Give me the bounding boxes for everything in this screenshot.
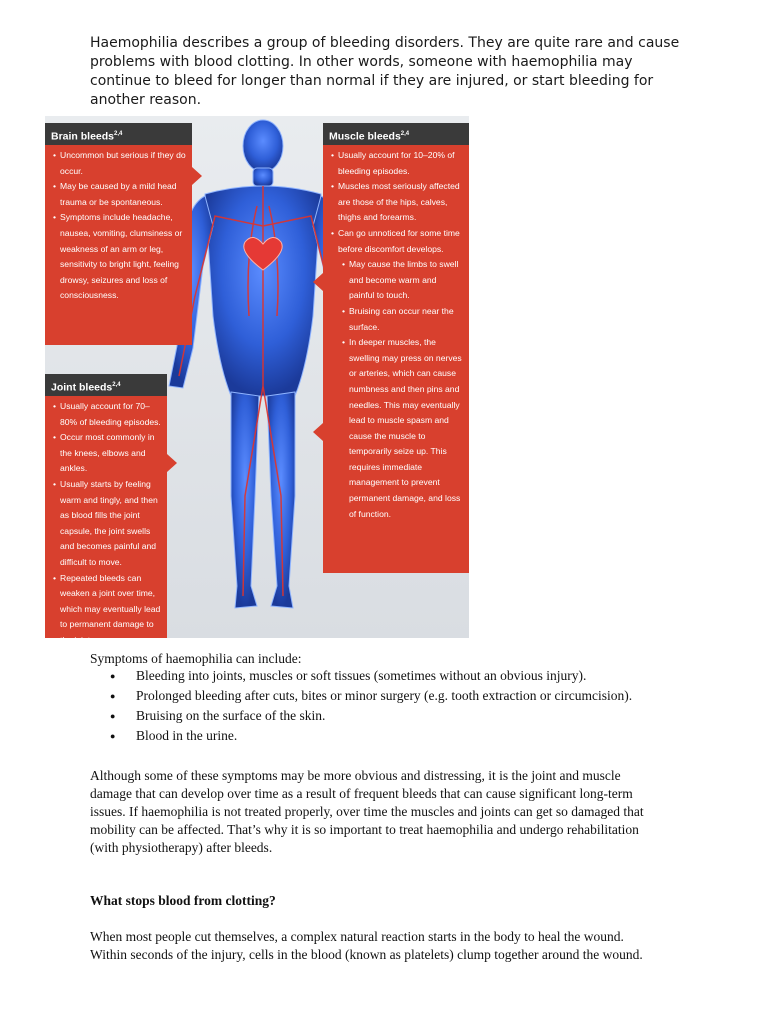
muscle-item: • Usually account for 10–20% of bleeding episodes. (331, 148, 463, 179)
muscle-item: • Muscles most seriously affected are those of the hips, calves, thighs and forearms. (331, 179, 463, 226)
brain-bleeds-title: Brain bleeds$^{2,4}$ (45, 123, 192, 145)
muscle-subitem: • Bruising can occur near the surface. (331, 304, 463, 335)
symptom-item: ● Bruising on the surface of the skin. (110, 707, 650, 725)
damage-paragraph: Although some of these symptoms may be more obvious and distressing, it is the joint and muscle damage that can develop over time as a result of frequent bleeds that can cause significant long-term issues. If haemophilia is not treated properly, over time the muscles and joints can get so damaged that mobility can be affected. That’s why it is so important to treat haemophilia and undergo rehabilitation (with physiotherapy) after bleeds. (90, 768, 644, 855)
joint-item: • Occur most commonly in the knees, elbows and ankles. (53, 430, 161, 477)
brain-item: • May be caused by a mild head trauma or be spontaneous. (53, 179, 186, 210)
clotting-paragraph: When most people cut themselves, a complex natural reaction starts in the body to heal the wound. Within seconds of the injury, cells in the blood (known as platelets) clump together around the wound. (90, 929, 643, 962)
brain-item: • Uncommon but serious if they do occur. (53, 148, 186, 179)
joint-bleeds-title: Joint bleeds$^{2,4}$ (45, 374, 167, 396)
symptom-item: ● Prolonged bleeding after cuts, bites or minor surgery (e.g. tooth extraction or circumcision). (110, 687, 650, 705)
muscle-subitem: • In deeper muscles, the swelling may press on nerves or arteries, which can cause numbness and then pins and needles. This may eventually lead to muscle spasm and cause the muscle to temporarily seize up. This requires immediate management to prevent permanent damage, and loss of function. (331, 335, 463, 522)
symptom-item: ● Blood in the urine. (110, 727, 650, 745)
brain-bleeds-panel (45, 123, 192, 345)
joint-item: • Repeated bleeds can weaken a joint over time, which may eventually lead to permanent damage to the joint. (53, 571, 161, 649)
joint-item: • Usually starts by feeling warm and tingly, and then as blood fills the joint capsule, the joint swells and becomes painful and difficult to move. (53, 477, 161, 571)
muscle-bleeds-panel (323, 123, 469, 573)
symptom-item: ● Bleeding into joints, muscles or soft tissues (sometimes without an obvious injury). (110, 667, 650, 685)
anatomy-figure (45, 116, 469, 645)
brain-item: • Symptoms include headache, nausea, vomiting, clumsiness or weakness of an arm or leg, sensitivity to bright light, feeling drowsy, seizures and loss of consciousness. (53, 210, 186, 304)
joint-bleeds-panel (45, 374, 167, 645)
muscle-subitem: • May cause the limbs to swell and become warm and painful to touch. (331, 257, 463, 304)
symptoms-list (110, 667, 650, 747)
symptoms-lead: Symptoms of haemophilia can include: (90, 651, 302, 666)
muscle-bleeds-title: Muscle bleeds$^{2,4}$ (323, 123, 469, 145)
joint-item: • Usually account for 70–80% of bleeding episodes. (53, 399, 161, 430)
muscle-item: • Can go unnoticed for some time before discomfort develops. (331, 226, 463, 257)
section-heading: What stops blood from clotting? (90, 893, 276, 908)
intro-paragraph: Haemophilia describes a group of bleeding disorders. They are quite rare and cause problems with blood clotting. In other words, someone with haemophilia may continue to bleed for longer than normal if they are injured, or start bleeding for another reason. (90, 35, 680, 108)
